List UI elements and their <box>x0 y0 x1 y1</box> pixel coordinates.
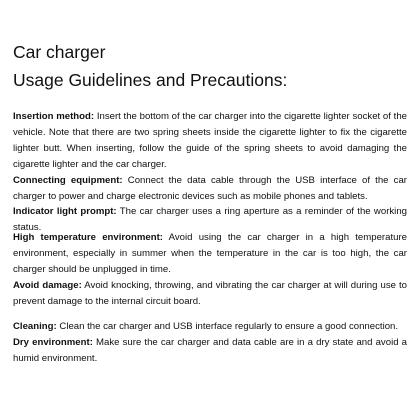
section-maintenance <box>13 319 407 367</box>
text-insertion-method: Insert the bottom of the car charger into the cigarette lighter socket of the vehicle. Note that there are two spring sheets inside the cigarette lighter to fix the cigarette lighter butt. When inserting, follow the guide of the spring sheets to avoid damaging the cigarette lighter and the car charger. <box>13 111 408 170</box>
paragraph-high-temperature <box>13 230 407 278</box>
text-indicator-light: The car charger uses a ring aperture as a reminder of the working status. <box>13 206 407 234</box>
paragraph-avoid-damage <box>13 278 407 310</box>
text-connecting-equipment: Connect the data cable through the USB interface of the car charger to power and charge electronic devices such as mobile phones and tablets. <box>13 174 407 202</box>
text-dry-environment: Make sure the car charger and data cable are in a dry state and avoid a humid environment. <box>13 336 407 364</box>
section-precautions <box>13 230 407 310</box>
document-page <box>13 38 408 364</box>
label-indicator-light: Indicator light prompt: <box>13 206 117 218</box>
label-cleaning: Cleaning: <box>13 321 57 332</box>
paragraph-dry-environment <box>13 335 407 367</box>
label-insertion-method: Insertion method: <box>13 111 95 122</box>
title-product: Car charger <box>13 42 106 62</box>
section-usage <box>13 109 407 236</box>
title-guidelines: Usage Guidelines and Precautions: <box>13 70 288 90</box>
paragraph-connecting-equipment <box>13 173 407 205</box>
text-avoid-damage: Avoid knocking, throwing, and vibrating the car charger at will during use to prevent damage to the internal circuit board. <box>13 279 407 307</box>
label-high-temperature: High temperature environment: <box>13 232 163 243</box>
text-cleaning: Clean the car charger and USB interface regularly to ensure a good connection. <box>56 321 399 332</box>
paragraph-cleaning <box>13 319 407 335</box>
label-connecting-equipment: Connecting equipment: <box>13 174 123 186</box>
label-avoid-damage: Avoid damage: <box>13 279 82 291</box>
paragraph-insertion-method <box>13 109 407 173</box>
label-dry-environment: Dry environment: <box>13 336 93 348</box>
text-high-temperature: Avoid using the car charger in a high temperature environment, especially in summer when the temperature in the car is too high, the car charger should be unplugged in time. <box>13 232 407 275</box>
